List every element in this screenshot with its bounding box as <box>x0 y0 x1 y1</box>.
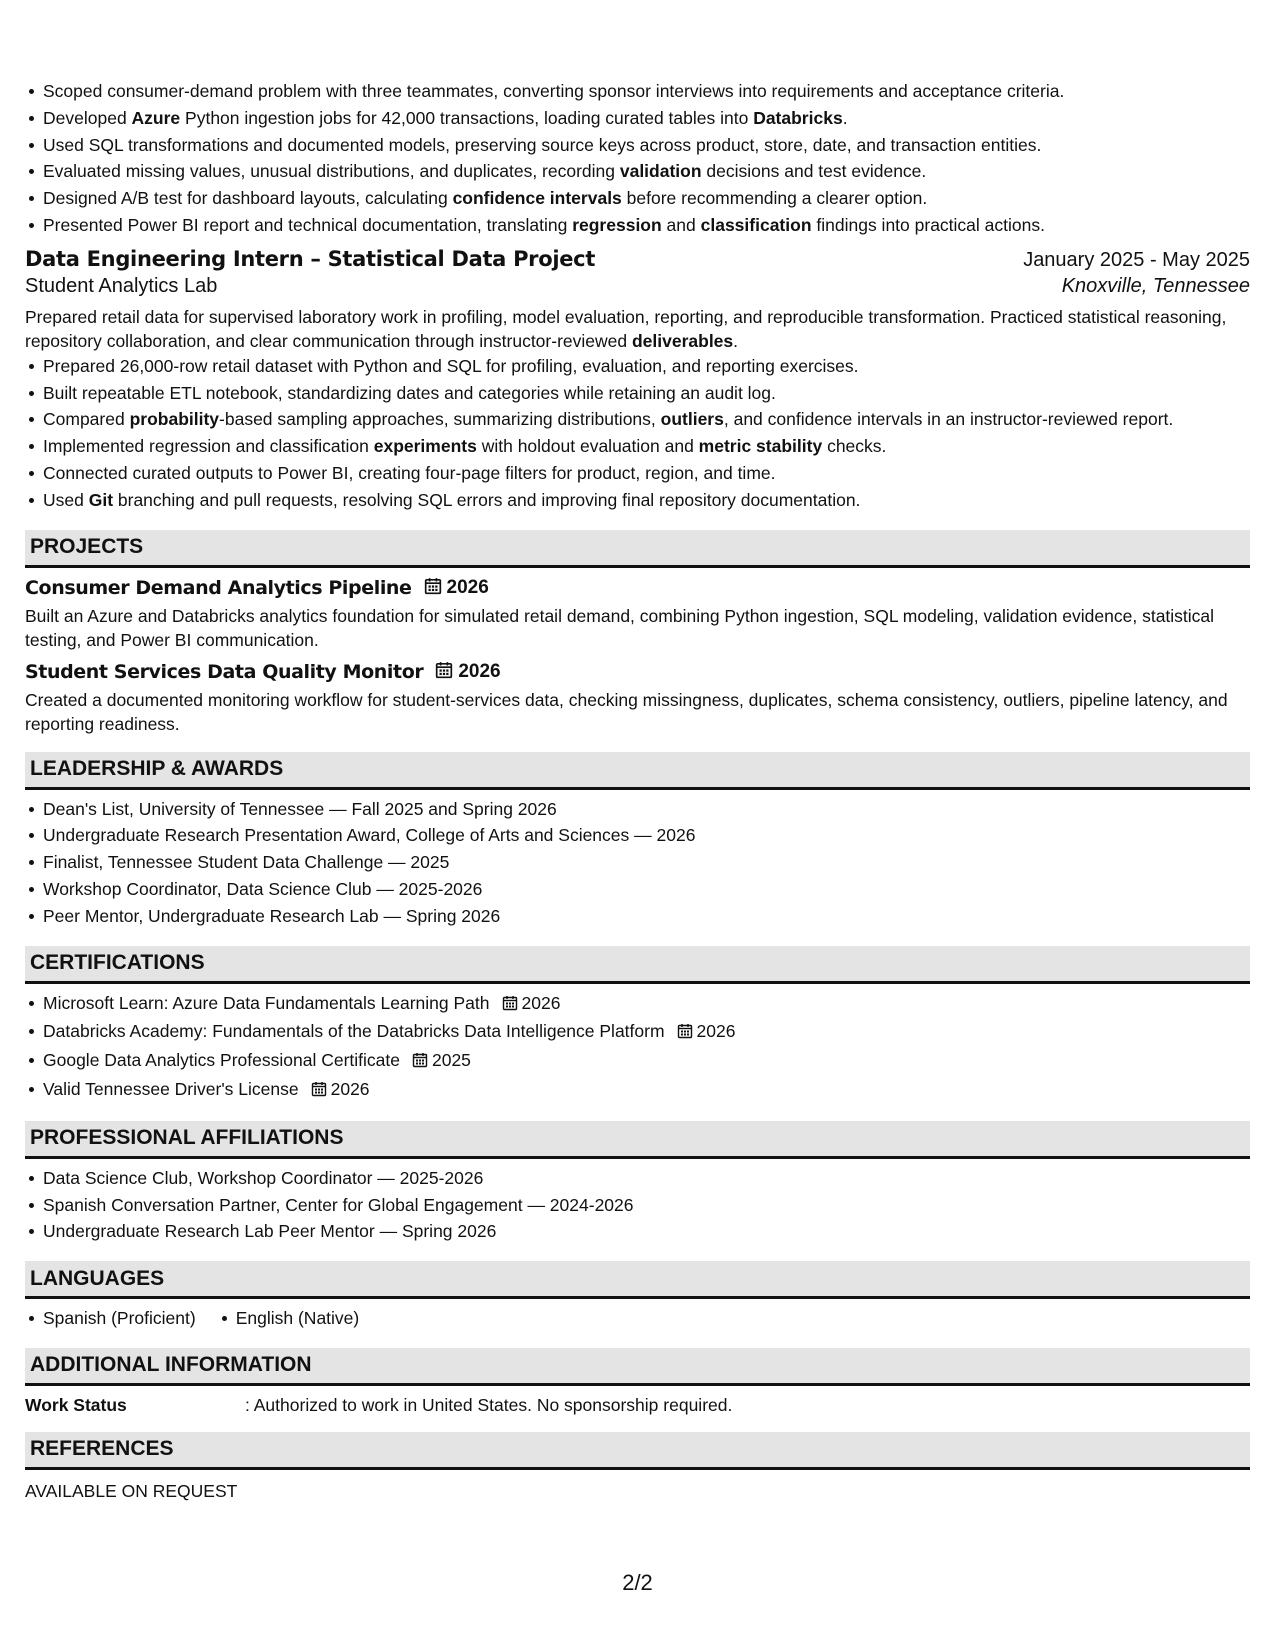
certification-year: 2026 <box>521 992 561 1013</box>
leadership-list <box>25 796 1250 930</box>
affiliations-list <box>25 1165 1250 1245</box>
calendar-icon <box>311 1078 327 1105</box>
job-header <box>25 247 1250 272</box>
experience-bullet: Evaluated missing values, unusual distributions, and duplicates, recording validation decisions and test evidence. <box>43 158 1250 185</box>
project-description: Created a documented monitoring workflow for student-services data, checking missingness, duplicates, schema consistency, outliers, pipeline latency, and reporting readiness. <box>25 689 1228 734</box>
experience-bullet: Developed Azure Python ingestion jobs for 42,000 transactions, loading curated tables into Databricks. <box>43 105 1250 132</box>
job-location: Knoxville, Tennessee <box>1061 274 1250 297</box>
certification-year: 2026 <box>696 1021 736 1042</box>
experience-bullets-previous <box>25 78 1250 239</box>
project-header <box>25 577 1250 600</box>
certification-name: Databricks Academy: Fundamentals of the Databricks Data Intelligence Platform <box>43 1021 665 1042</box>
calendar-icon <box>677 1020 693 1047</box>
experience-bullet: Scoped consumer-demand problem with three teammates, converting sponsor interviews into requirements and acceptance criteria. <box>43 78 1250 105</box>
calendar-icon <box>677 1023 693 1039</box>
references-text: AVAILABLE ON REQUEST <box>25 1480 238 1501</box>
section-header-additional: ADDITIONAL INFORMATION <box>25 1348 1250 1386</box>
project-year: 2026 <box>446 577 489 599</box>
calendar-icon <box>424 577 442 600</box>
certification-item <box>43 1018 1250 1047</box>
experience-bullet: Designed A/B test for dashboard layouts, calculating confidence intervals before recommending a clearer option. <box>43 185 1250 212</box>
section-header-certifications: CERTIFICATIONS <box>25 946 1250 984</box>
calendar-icon <box>502 992 518 1019</box>
languages-list <box>25 1305 1250 1332</box>
calendar-icon <box>424 577 442 595</box>
certification-item <box>43 990 1250 1019</box>
calendar-icon <box>435 661 453 684</box>
award-item: Undergraduate Research Presentation Award, College of Arts and Sciences — 2026 <box>43 822 1250 849</box>
section-header-affiliations: PROFESSIONAL AFFILIATIONS <box>25 1121 1250 1159</box>
award-item: Peer Mentor, Undergraduate Research Lab — Spring 2026 <box>43 903 1250 930</box>
calendar-icon <box>435 661 453 679</box>
calendar-icon <box>412 1052 428 1068</box>
job-subheader <box>25 275 1250 298</box>
job-title: Data Engineering Intern – Statistical Data Project <box>25 246 596 271</box>
job-bullet: Implemented regression and classification experiments with holdout evaluation and metric stability checks. <box>43 433 1250 460</box>
affiliation-item: Undergraduate Research Lab Peer Mentor — Spring 2026 <box>43 1218 1250 1245</box>
job-bullet: Prepared 26,000-row retail dataset with Python and SQL for profiling, evaluation, and reporting exercises. <box>43 353 1250 380</box>
section-header-projects: PROJECTS <box>25 530 1250 568</box>
job-summary: Prepared retail data for supervised laboratory work in profiling, model evaluation, reporting, and reproducible transformation. Practiced statistical reasoning, repository collaboration, and clear communication through instructor-reviewed deliverables. <box>25 306 1227 351</box>
experience-bullet: Used SQL transformations and documented models, preserving source keys across product, store, date, and transaction entities. <box>43 132 1250 159</box>
affiliation-item: Spanish Conversation Partner, Center for Global Engagement — 2024-2026 <box>43 1192 1250 1219</box>
job-bullet: Compared probability-based sampling approaches, summarizing distributions, outliers, and confidence intervals in an instructor-reviewed report. <box>43 406 1250 433</box>
language-item: English (Native) <box>236 1305 360 1332</box>
calendar-icon <box>311 1081 327 1097</box>
job-bullet: Used Git branching and pull requests, resolving SQL errors and improving final repository documentation. <box>43 487 1250 514</box>
award-item: Dean's List, University of Tennessee — Fall 2025 and Spring 2026 <box>43 796 1250 823</box>
job-bullets <box>25 353 1250 514</box>
certification-name: Microsoft Learn: Azure Data Fundamentals Learning Path <box>43 992 490 1013</box>
work-status-row <box>25 1395 1250 1416</box>
job-dates: January 2025 - May 2025 <box>1023 248 1250 271</box>
section-header-languages: LANGUAGES <box>25 1261 1250 1299</box>
section-header-leadership: LEADERSHIP & AWARDS <box>25 752 1250 790</box>
project-year: 2026 <box>458 661 501 683</box>
award-item: Workshop Coordinator, Data Science Club — 2025-2026 <box>43 876 1250 903</box>
calendar-icon <box>412 1049 428 1076</box>
job-bullet: Built repeatable ETL notebook, standardizing dates and categories while retaining an audit log. <box>43 380 1250 407</box>
work-status-value: : Authorized to work in United States. No sponsorship required. <box>245 1394 733 1415</box>
resume-page-2 <box>25 78 1250 1502</box>
certification-year: 2025 <box>431 1050 471 1071</box>
certification-name: Google Data Analytics Professional Certificate <box>43 1050 400 1071</box>
job-bullet: Connected curated outputs to Power BI, creating four-page filters for product, region, and time. <box>43 460 1250 487</box>
language-item: Spanish (Proficient) <box>43 1305 196 1332</box>
work-status-label: Work Status <box>25 1394 127 1415</box>
projects-list <box>25 577 1250 736</box>
certification-item <box>43 1076 1250 1105</box>
job-organization: Student Analytics Lab <box>25 274 218 297</box>
certification-year: 2026 <box>330 1078 370 1099</box>
calendar-icon <box>502 995 518 1011</box>
experience-bullet: Presented Power BI report and technical documentation, translating regression and classification findings into practical actions. <box>43 212 1250 239</box>
certifications-list <box>25 990 1250 1105</box>
section-header-references: REFERENCES <box>25 1432 1250 1470</box>
award-item: Finalist, Tennessee Student Data Challenge — 2025 <box>43 849 1250 876</box>
affiliation-item: Data Science Club, Workshop Coordinator — 2025-2026 <box>43 1165 1250 1192</box>
project-header <box>25 661 1250 684</box>
certification-name: Valid Tennessee Driver's License <box>43 1078 299 1099</box>
certification-item <box>43 1047 1250 1076</box>
project-title: Student Services Data Quality Monitor <box>25 661 424 684</box>
project-description: Built an Azure and Databricks analytics foundation for simulated retail demand, combining Python ingestion, SQL modeling, validation evidence, statistical testing, and Power BI communication. <box>25 605 1215 650</box>
page-number: 2/2 <box>622 1570 653 1595</box>
project-title: Consumer Demand Analytics Pipeline <box>25 577 412 600</box>
